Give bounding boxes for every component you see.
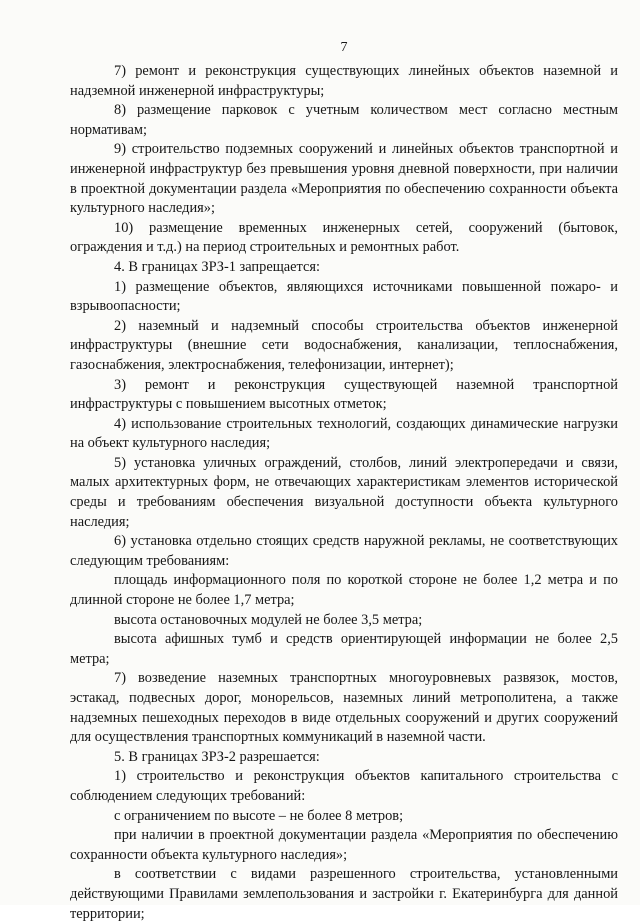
paragraph: с ограничением по высоте – не более 8 метров; bbox=[114, 807, 404, 824]
paragraph: в соответствии с видами разрешенного строительства, установленными действующими Правилами землепользования и застройки г. Екатеринбурга для данной территории; bbox=[70, 866, 618, 922]
paragraph: 4) использование строительных технологий, создающих динамические нагрузки на объект культурного наследия; bbox=[70, 415, 618, 452]
paragraph: 9) строительство подземных сооружений и линейных объектов транспортной и инженерной инфраструктур без превышения уровня дневной поверхности, при наличии в проектной документации раздела «Мероприятия по обеспечению сохранности объекта культурного наследия»; bbox=[70, 141, 618, 217]
paragraph: 2) наземный и надземный способы строительства объектов инженерной инфраструктуры (внешние сети водоснабжения, канализации, теплоснабжения, газоснабжения, электроснабжения, телефонизации, интернет); bbox=[70, 317, 618, 373]
paragraph: площадь информационного поля по короткой стороне не более 1,2 метра и по длинной стороне не более 1,7 метра; bbox=[70, 572, 618, 609]
paragraph: 5) установка уличных ограждений, столбов, линий электропередачи и связи, малых архитектурных форм, не отвечающих характеристикам элементов исторической среды и требованиям обеспечения визуальной доступности объекта культурного наследия; bbox=[70, 454, 618, 530]
paragraph: 10) размещение временных инженерных сетей, сооружений (бытовок, ограждения и т.д.) на период строительных и ремонтных работ. bbox=[70, 219, 618, 256]
paragraph: 7) возведение наземных транспортных многоуровневых развязок, мостов, эстакад, подвесных дорог, монорельсов, наземных линий метрополитена, а также надземных пешеходных переходов в виде отдельных сооружений и других сооружений для осуществления транспортных коммуникаций в наземной части. bbox=[70, 670, 618, 746]
section-heading: 5. В границах ЗРЗ-2 разрешается: bbox=[114, 748, 320, 765]
paragraph: 8) размещение парковок с учетным количеством мест согласно местным нормативам; bbox=[70, 102, 618, 138]
page-number: 7 bbox=[340, 40, 348, 55]
paragraph: высота остановочных модулей не более 3,5 метра; bbox=[114, 611, 423, 628]
paragraph: 7) ремонт и реконструкция существующих линейных объектов наземной и надземной инженерной инфраструктуры; bbox=[70, 63, 618, 99]
paragraph: высота афишных тумб и средств ориентирующей информации не более 2,5 метра; bbox=[70, 631, 618, 667]
paragraph: 6) установка отдельно стоящих средств наружной рекламы, не соответствующих следующим требованиям: bbox=[70, 533, 618, 569]
paragraph: 1) строительство и реконструкция объектов капитального строительства с соблюдением следующих требований: bbox=[70, 768, 618, 804]
section-heading: 4. В границах ЗРЗ-1 запрещается: bbox=[114, 258, 321, 275]
paragraph: при наличии в проектной документации раздела «Мероприятия по обеспечению сохранности объекта культурного наследия»; bbox=[70, 827, 618, 863]
paragraph: 3) ремонт и реконструкция существующей наземной транспортной инфраструктуры с повышением высотных отметок; bbox=[70, 376, 618, 413]
paragraph: 1) размещение объектов, являющихся источниками повышенной пожаро- и взрывоопасности; bbox=[70, 278, 618, 315]
